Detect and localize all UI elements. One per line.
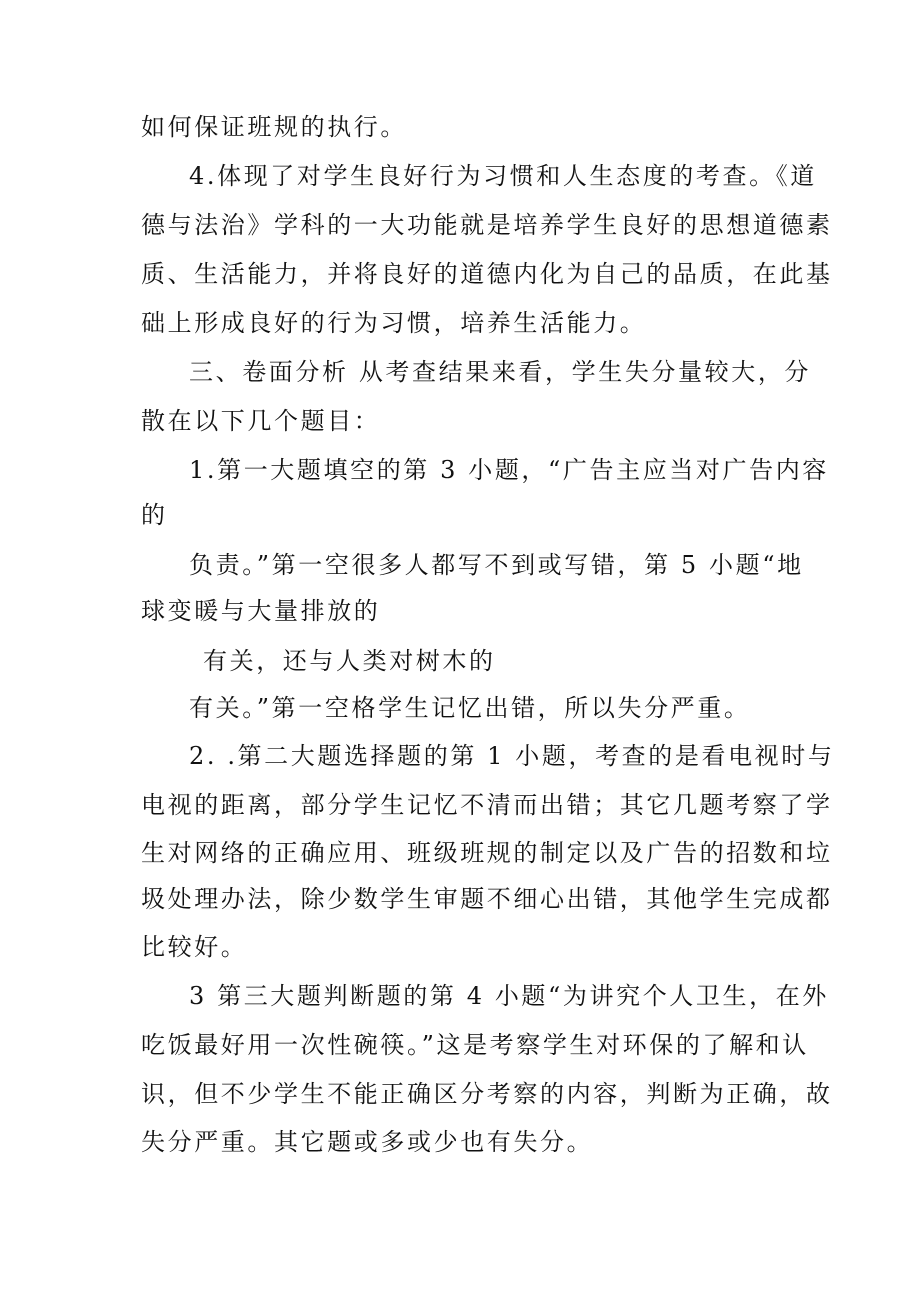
text-line: 2. .第二大题选择题的第 1 小题，考查的是看电视时与	[189, 742, 835, 770]
text-line: 识，但不少学生不能正确区分考察的内容，判断为正确，故	[141, 1080, 833, 1108]
text-line: 础上形成良好的行为习惯，培养生活能力。	[141, 309, 647, 337]
text-line: 吃饭最好用一次性碗筷。”这是考察学生对环保的了解和认	[141, 1031, 809, 1059]
text-line: 比较好。	[141, 933, 248, 961]
text-line: 质、生活能力，并将良好的道德内化为自己的品质，在此基	[141, 260, 833, 288]
text-line: 如何保证班规的执行。	[141, 113, 407, 141]
text-line: 散在以下几个题目：	[141, 407, 381, 435]
text-line: 3 第三大题判断题的第 4 小题“为讲究个人卫生，在外	[189, 982, 829, 1010]
text-line: 德与法治》学科的一大功能就是培养学生良好的思想道德素	[141, 211, 833, 239]
text-line: 4.体现了对学生良好行为习惯和人生态度的考查。《道	[189, 162, 817, 190]
text-line: 有关。”第一空格学生记忆出错，所以失分严重。	[189, 694, 751, 722]
text-line: 负责。”第一空很多人都写不到或写错，第 5 小题“地	[189, 551, 804, 579]
text-line: 的	[141, 501, 168, 529]
text-line: 圾处理办法，除少数学生审题不细心出错，其他学生完成都	[141, 885, 833, 913]
text-line: 球变暖与大量排放的	[141, 597, 381, 625]
text-line: 三、卷面分析 从考查结果来看，学生失分量较大，分	[189, 358, 812, 386]
text-line: 失分严重。其它题或多或少也有失分。	[141, 1128, 594, 1156]
text-line: 1.第一大题填空的第 3 小题，“广告主应当对广告内容	[189, 456, 829, 484]
text-line: 生对网络的正确应用、班级班规的制定以及广告的招数和垃	[141, 839, 833, 867]
text-line: 有关，还与人类对树木的	[203, 647, 496, 675]
text-line: 电视的距离，部分学生记忆不清而出错；其它几题考察了学	[141, 791, 833, 819]
